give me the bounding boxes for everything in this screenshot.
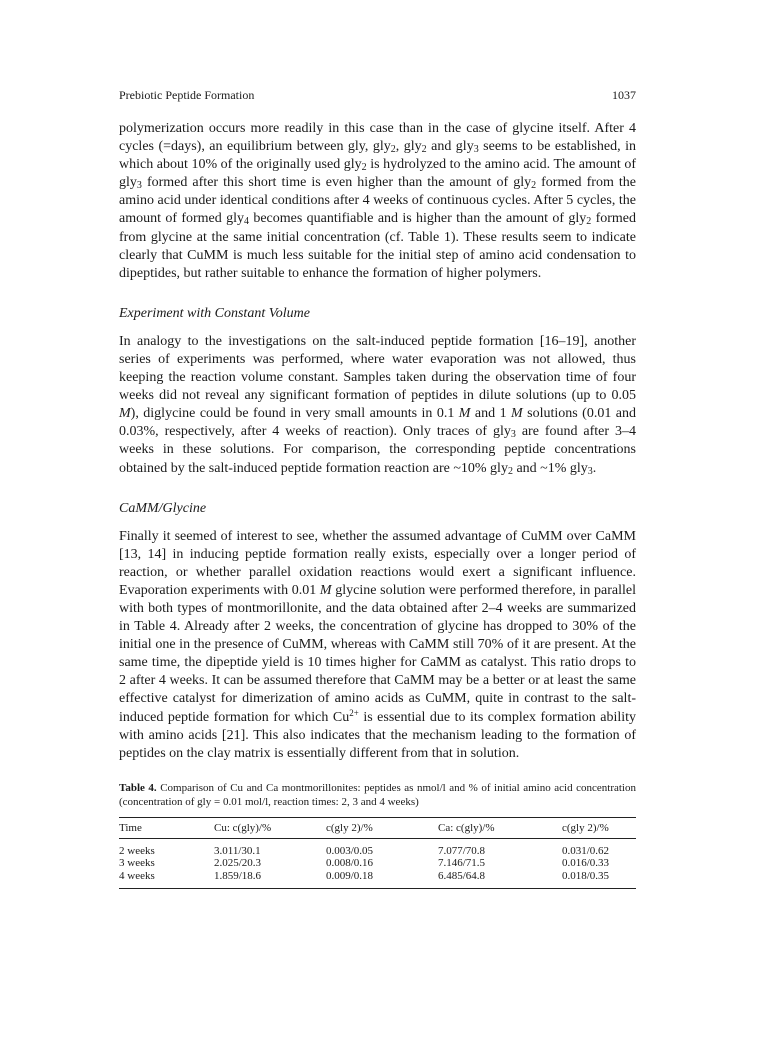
- table-cell: 7.146/71.5: [438, 857, 486, 870]
- article-body: [119, 120, 636, 889]
- table-header-row: [119, 817, 636, 838]
- table-cell: 2.025/20.3: [214, 857, 262, 870]
- table-row: [119, 838, 636, 857]
- paragraph-constant-volume: In analogy to the investigations on the salt-induced peptide formation [16–19], another series of experiments was performed, where water evaporation was not allowed, thus keeping the reaction volume constant. Samples taken during the observation time of four weeks did not reveal any significant formation of peptides in dilute solutions (up to 0.05 M), diglycine could be found in very small amounts in 0.1 M and 1 M solutions (0.01 and 0.03%, respectively, after 4 weeks of reaction). Only traces of gly$_3$ are found after 3–4 weeks in these solutions. For comparison, the corresponding peptide concentrations obtained by the salt-induced peptide formation reaction are ~10% gly$_2$ and ~1% gly$_3$.: [119, 333, 636, 477]
- paragraph-polymerization: polymerization occurs more readily in this case than in the case of glycine itself. After 4 cycles (=days), an equilibrium between gly, gly$_2$, gly$_2$ and gly$_3$ seems to be established, in which about 10% of the originally used gly$_2$ is hydrolyzed to the amino acid. The amount of gly$_3$ formed after this short time is even higher than the amount of gly$_2$ formed from the amino acid under identical conditions after 4 weeks of continuous cycles. After 5 cycles, the amount of formed gly$_4$ becomes quantifiable and is higher than the amount of gly$_2$ formed from glycine at the same initial concentration (cf. Table 1). These results seem to indicate clearly that CuMM is much less suitable for the initial step of amino acid condensation to dipeptides, but rather suitable to enhance the formation of higher polymers.: [119, 121, 636, 281]
- column-header: c(gly 2)/%: [562, 817, 636, 838]
- journal-page: [119, 88, 637, 882]
- running-head: Prebiotic Peptide Formation: [119, 88, 255, 102]
- section-heading-constant-volume: Experiment with Constant Volume: [119, 305, 310, 321]
- table-caption: Table 4. Comparison of Cu and Ca montmorillonites: peptides as nmol/l and % of initial amino acid concentration (concentration of gly = 0.01 mol/l, reaction times: 2, 3 and 4 weeks): [119, 781, 636, 808]
- table-cell: 3 weeks: [119, 857, 155, 870]
- table-row: [119, 857, 636, 870]
- data-table: [119, 817, 636, 890]
- page-header: [119, 88, 636, 108]
- table-cell: 2 weeks: [119, 844, 155, 857]
- table-cell: 0.008/0.16: [326, 857, 374, 870]
- page-number: 1037: [612, 88, 636, 102]
- table-cell: 4 weeks: [119, 870, 214, 889]
- paragraph-camm-glycine: Finally it seemed of interest to see, whether the assumed advantage of CuMM over CaMM [13, 14] in inducing peptide formation really exists, especially over a longer period of reaction, or whether parallel oxidation reactions would exert a significant influence. Evaporation experiments with 0.01 M glycine solution were performed therefore, in parallel with both types of montmorillonite, and the data obtained after 2–4 weeks are summarized in Table 4. Already after 2 weeks, the concentration of glycine has dropped to 30% of the initial one in the presence of CuMM, whereas with CaMM still 70% of it are present. At the same time, the dipeptide yield is 10 times higher for CaMM as catalyst. This ratio drops to 2 after 4 weeks. It can be assumed therefore that CaMM may be a better or at least the same effective catalyst for dimerization of amino acids as CuMM, quite in contrast to the salt-induced peptide formation for which $Cu^{2+}$ is essential due to its complex formation ability with amino acids [21]. This also indicates that the mechanism leading to the formation of peptides on the clay matrix is essentially different from that in solution.: [119, 528, 637, 761]
- table-row: [119, 870, 636, 889]
- column-header: Cu: c(gly)/%: [214, 817, 326, 838]
- table-cell: 0.031/0.62: [562, 844, 610, 857]
- table-cell: 3.011/30.1: [214, 844, 261, 857]
- table-cell: 0.003/0.05: [326, 844, 374, 857]
- table-cell: 7.077/70.8: [438, 844, 486, 857]
- column-header: Time: [119, 817, 214, 838]
- table-cell: 0.018/0.35: [562, 870, 636, 889]
- section-heading-camm-glycine: CaMM/Glycine: [119, 500, 207, 516]
- table-cell: 1.859/18.6: [214, 870, 326, 889]
- column-header: c(gly 2)/%: [326, 817, 438, 838]
- column-header: Ca: c(gly)/%: [438, 817, 562, 838]
- table-cell: 0.009/0.18: [326, 870, 438, 889]
- table-cell: 0.016/0.33: [562, 857, 610, 870]
- table-cell: 6.485/64.8: [438, 870, 562, 889]
